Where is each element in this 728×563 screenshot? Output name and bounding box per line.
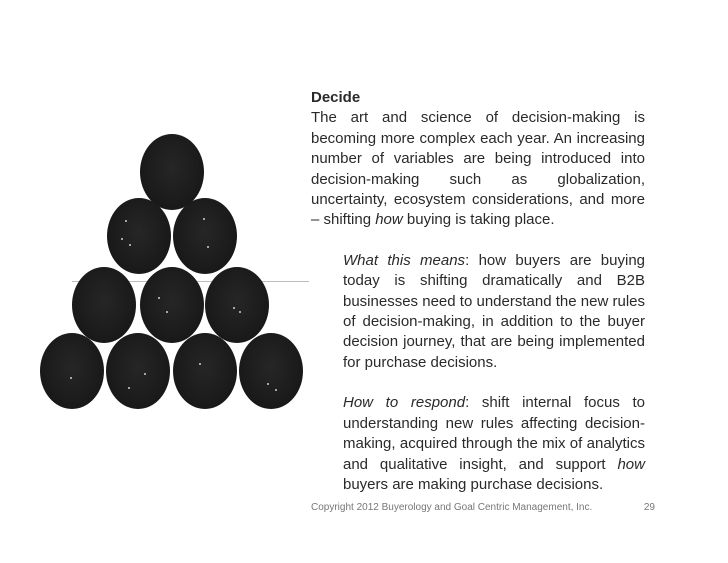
slide-text: [311, 88, 645, 495]
intro-text: The art and science of decision-making is becoming more complex each year. An increasing number of variables are being introduced into decision-making such as globalization, uncertainty, ecosystem considerations, and more – shifting: [311, 109, 645, 229]
slide-footer: [311, 502, 655, 513]
how-to-respond-label: How to respond: [343, 394, 466, 412]
intro-text-end: buying is taking place.: [402, 211, 555, 229]
disc: [106, 333, 170, 409]
what-this-means-label: What this means: [343, 251, 466, 269]
how-to-respond-paragraph: [343, 393, 645, 495]
disc: [173, 198, 237, 274]
disc: [107, 198, 171, 274]
disc: [173, 333, 237, 409]
disc: [140, 267, 204, 343]
how-to-respond-emphasis: how: [617, 455, 645, 473]
how-to-respond-text-end: buyers are making purchase decisions.: [343, 475, 604, 493]
disc: [40, 333, 104, 409]
what-this-means-text: : how buyers are buying today is shifting dramatically and B2B businesses need to understand the new rules of decision-making, in addition to the buyer decision journey, that are being implemented for purchase decisions.: [343, 251, 645, 371]
disc-pyramid-illustration: [0, 0, 300, 563]
slide-heading: Decide: [311, 89, 361, 106]
disc: [239, 333, 303, 409]
intro-emphasis: how: [375, 211, 403, 229]
disc: [205, 267, 269, 343]
page-number: 29: [643, 502, 655, 513]
how-to-respond-text: : shift internal focus to understanding new rules affecting decision-making, acquired through the mix of analytics and qualitative insight, and support: [343, 394, 646, 473]
disc: [140, 134, 204, 210]
disc: [72, 267, 136, 343]
intro-paragraph: [311, 108, 645, 230]
what-this-means-paragraph: [343, 251, 645, 373]
copyright-notice: Copyright 2012 Buyerology and Goal Centric Management, Inc.: [311, 502, 593, 513]
